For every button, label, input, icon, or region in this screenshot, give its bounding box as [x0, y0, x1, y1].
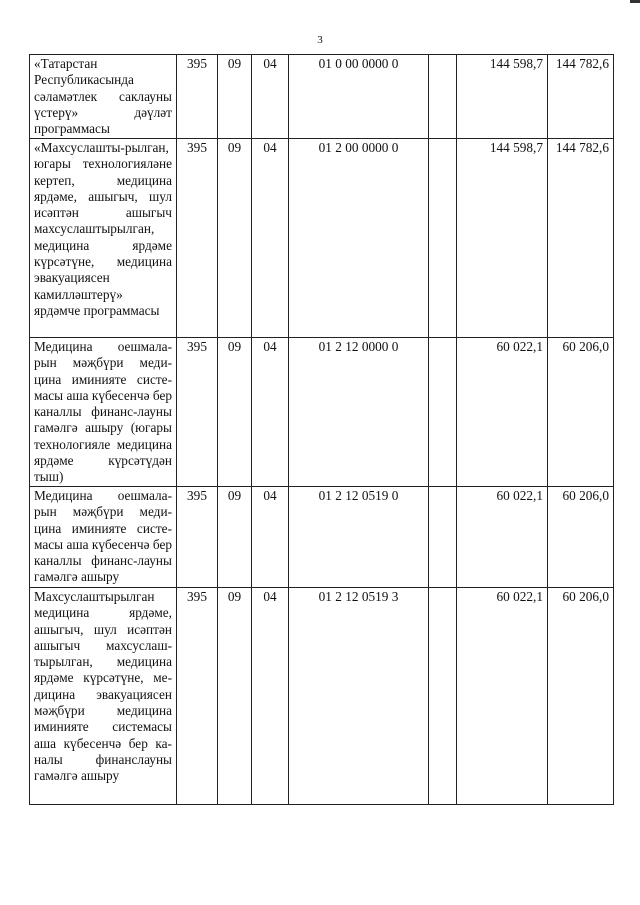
ved-code: 395	[177, 338, 218, 487]
expense-type-code	[429, 55, 457, 139]
table-row	[30, 139, 614, 338]
section-code: 09	[218, 139, 252, 338]
page-edge-mark	[630, 0, 640, 3]
amount-year-2: 144 782,6	[548, 55, 614, 139]
table-row	[30, 338, 614, 487]
ved-code: 395	[177, 588, 218, 805]
subsection-code: 04	[252, 139, 289, 338]
amount-year-1: 60 022,1	[457, 487, 548, 588]
target-article-code: 01 2 12 0519 3	[289, 588, 429, 805]
amount-year-1: 144 598,7	[457, 139, 548, 338]
amount-year-1: 60 022,1	[457, 338, 548, 487]
table-row	[30, 487, 614, 588]
subsection-code: 04	[252, 338, 289, 487]
table-row	[30, 588, 614, 805]
ved-code: 395	[177, 139, 218, 338]
page-number: 3	[317, 34, 323, 46]
row-name: Медицина оешмала-рын мәҗбүри меди-цина иминияте систе-масы аша күбесенчә бер каналлы финанс-лауны гамәлгә ашыру (югары технологияле медицина ярдәме күрсәтүдән тыш)	[30, 338, 177, 487]
subsection-code: 04	[252, 588, 289, 805]
row-name: Медицина оешмала-рын мәҗбүри меди-цина иминияте систе-масы аша күбесенчә бер каналлы финанс-лауны гамәлгә ашыру	[30, 487, 177, 588]
expense-type-code	[429, 338, 457, 487]
amount-year-2: 60 206,0	[548, 588, 614, 805]
section-code: 09	[218, 338, 252, 487]
amount-year-2: 144 782,6	[548, 139, 614, 338]
budget-table	[29, 54, 614, 805]
amount-year-1: 60 022,1	[457, 588, 548, 805]
ved-code: 395	[177, 487, 218, 588]
amount-year-2: 60 206,0	[548, 338, 614, 487]
expense-type-code	[429, 588, 457, 805]
row-name: «Татарстан Республикасында сәламәтлек саклауны үстерү» дәүләт программасы	[30, 55, 177, 139]
row-name: Махсуслаштырылган медицина ярдәме, ашыгыч, шул исәптән ашыгыч махсуслаш-тырылган, медицина ярдәме күрсәтүне, ме-дицина эвакуациясен мәҗбүри медицина иминияте системасы аша күбесенчә бер ка-налы финанслауны гамәлгә ашыру	[30, 588, 177, 805]
target-article-code: 01 2 12 0000 0	[289, 338, 429, 487]
section-code: 09	[218, 588, 252, 805]
subsection-code: 04	[252, 55, 289, 139]
target-article-code: 01 2 12 0519 0	[289, 487, 429, 588]
amount-year-2: 60 206,0	[548, 487, 614, 588]
table-row	[30, 55, 614, 139]
expense-type-code	[429, 487, 457, 588]
row-name: «Махсуслашты-рылган, югары технологияләне кертеп, медицина ярдәме, ашыгыч, шул исәптән ашыгыч махсуслаштырылган, медицина ярдәме күрсәтүне, медицина эвакуациясен камилләштерү» ярдәмче программасы	[30, 139, 177, 338]
section-code: 09	[218, 55, 252, 139]
expense-type-code	[429, 139, 457, 338]
section-code: 09	[218, 487, 252, 588]
ved-code: 395	[177, 55, 218, 139]
target-article-code: 01 0 00 0000 0	[289, 55, 429, 139]
amount-year-1: 144 598,7	[457, 55, 548, 139]
target-article-code: 01 2 00 0000 0	[289, 139, 429, 338]
subsection-code: 04	[252, 487, 289, 588]
